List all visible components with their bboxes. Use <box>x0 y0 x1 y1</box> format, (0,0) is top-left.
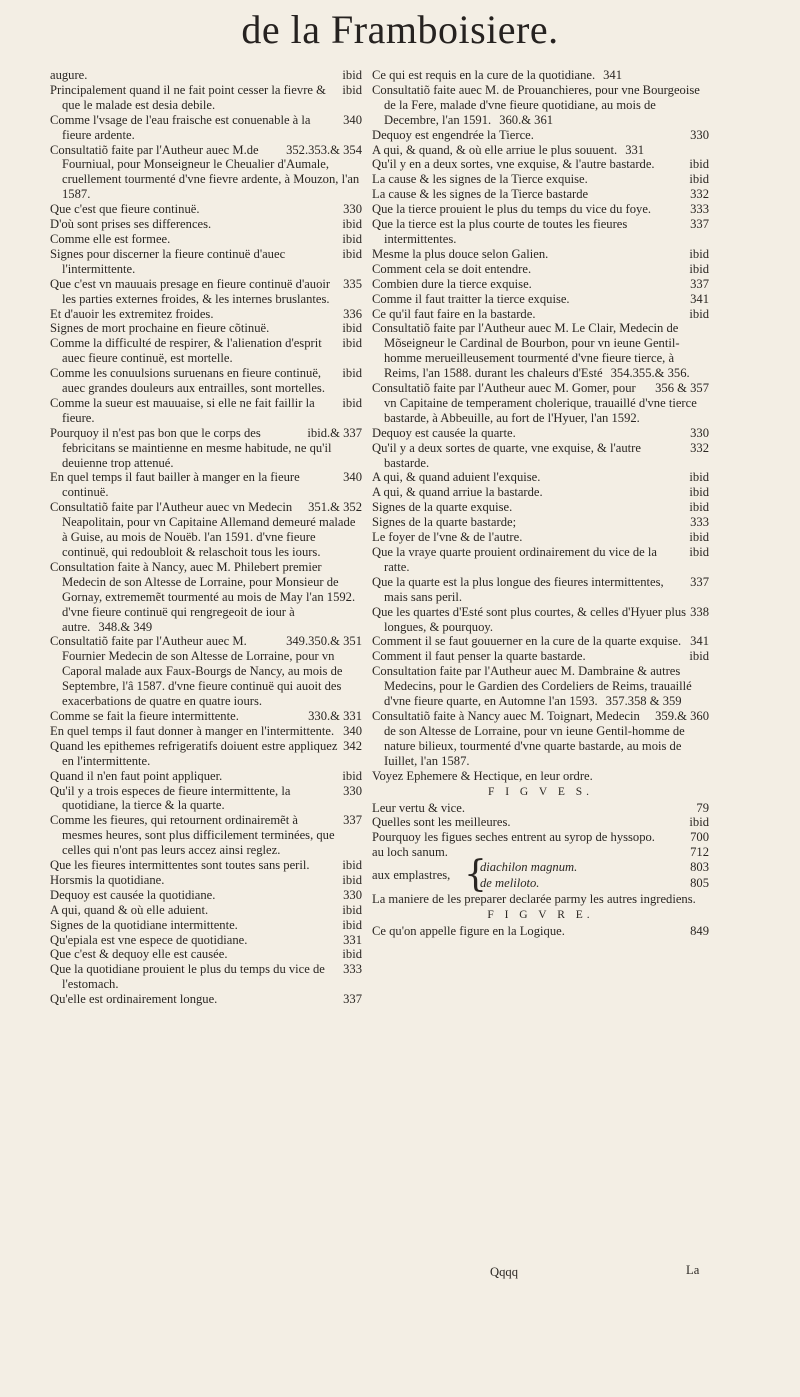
index-entry-page: ibid <box>342 917 362 932</box>
index-entry <box>50 992 362 1007</box>
index-entry <box>50 873 362 888</box>
index-entry-page: ibid <box>689 261 709 276</box>
index-entry-text: Comme la sueur est mauuaise, si elle ne fait faillir la fieure. <box>50 395 315 425</box>
index-entry-page: 331 <box>343 932 362 947</box>
index-entry <box>372 485 709 500</box>
index-entry-page: 337 <box>690 276 709 291</box>
index-entry <box>50 769 362 784</box>
index-entry-text: Qu'epiala est vne espece de quotidiane. <box>50 932 248 947</box>
index-entry-page: ibid <box>342 321 362 336</box>
index-entry-page: ibid.& 337 <box>307 425 362 440</box>
index-entry <box>50 83 362 113</box>
signature-mark: Qqqq <box>490 1265 518 1279</box>
index-entry-text: La cause & les signes de la Tierce bastarde <box>372 187 589 202</box>
index-entry-text: Comme les fieures, qui retournent ordinairemẽt à mesmes heures, sont plus difficilement terminées, que celles qui n'ont pas leurs accez ainsi reglez. <box>50 813 335 858</box>
index-entry-page: 335 <box>343 276 362 291</box>
index-entry <box>50 321 362 336</box>
index-entry-page: ibid <box>689 246 709 261</box>
figure-entries <box>372 924 709 939</box>
index-entry <box>372 575 709 605</box>
index-entry-text: Dequoy est causée la quarte. <box>372 425 516 440</box>
index-entry-page: ibid <box>342 858 362 873</box>
index-entry-text: Que la quotidiane prouient le plus du temps du vice de l'estomach. <box>50 962 325 992</box>
index-entry <box>50 634 362 709</box>
index-entry <box>50 709 362 724</box>
index-entry-page: 333 <box>690 515 709 530</box>
index-entry-text: Consultatiõ faite auec M. de Prouanchieres, pour vne Bourgeoise de la Fere, malade d'vne fieure quotidiane, au mois de Decembre, l'an 1591. <box>372 82 700 127</box>
index-entry <box>372 321 709 381</box>
index-entry-text: D'où sont prises ses differences. <box>50 217 212 232</box>
index-entry-page: ibid <box>342 231 362 246</box>
index-entry-text: Comme l'vsage de l'eau fraische est conuenable à la fieure ardente. <box>50 112 311 142</box>
index-entry-text: En quel temps il faut donner à manger en l'intermittente. <box>50 723 335 738</box>
index-entry <box>50 858 362 873</box>
index-entry-text: Que c'est que fieure continuë. <box>50 202 200 217</box>
index-entry-page: 348.& 349 <box>98 619 153 634</box>
index-entry-text: Horsmis la quotidiane. <box>50 872 165 887</box>
figues-tail-entries <box>372 892 709 907</box>
index-entry-text: Consultation faite par l'Autheur auec M. Dambraine & autres Medecins, pour le Gardien des Cordeliers de Reims, trauaillé d'vne fieure quarte, en Automne l'an 1593. <box>372 664 692 709</box>
index-entry-text: Signes de la quarte bastarde; <box>372 515 517 530</box>
index-entry-page: 337 <box>343 813 362 828</box>
index-entry-text: Signes pour discerner la fieure continuë d'auec l'intermittente. <box>50 246 286 276</box>
index-entry-text: Consultatiõ faite par l'Autheur auec M.de Fourniual, pour Monseigneur le Cheualier d'Aumale, cruellement tourmenté d'vne fievre ardente, à Mouzon, l'an 1587. <box>50 142 360 202</box>
index-entry-text: Que les fieures intermittentes sont toutes sans peril. <box>50 858 310 873</box>
index-entry-page: ibid <box>342 246 362 261</box>
index-entry <box>372 277 709 292</box>
index-entry <box>372 515 709 530</box>
index-entry-page: 359.& 360 <box>655 708 709 723</box>
index-entry <box>372 128 709 143</box>
brace-glyph: { <box>464 854 487 896</box>
index-entry <box>372 649 709 664</box>
index-entry-page: 332 <box>690 440 709 455</box>
index-entry-text: Consultation faite à Nancy, auec M. Philebert premier Medecin de son Altesse de Lorraine, pour Monsieur de Gornay, extrememẽt tourmenté au mois de May l'an 1592. d'vne fieure continuë qui rengregeoit de iour à autre. <box>50 559 356 634</box>
right-column <box>372 68 709 939</box>
index-entry-text: A qui, & quand, & où elle arriue le plus souuent. <box>372 142 618 157</box>
index-entry-page: 342 <box>343 738 362 753</box>
index-entry-page: ibid <box>342 82 362 97</box>
index-entry-text: En quel temps il faut bailler à manger en la fieure continuë. <box>50 470 300 500</box>
emplastres-brace-entry <box>372 854 709 896</box>
index-entry-page: 337 <box>343 992 362 1007</box>
index-entry-text: Qu'elle est ordinairement longue. <box>50 992 218 1007</box>
index-entry-text: Comme elle est formee. <box>50 231 171 246</box>
index-entry-page: ibid <box>342 68 362 82</box>
figues-entries <box>372 801 709 861</box>
index-entry-page: 340 <box>343 723 362 738</box>
index-entry-text: Consultatiõ faite par l'Autheur auec vn Medecin Neapolitain, pour vn Capitaine Allemand demeuré malade à Guise, au mois de Nouëb. l'an 1591. d'vne fieure continuë, qui redoubloit & relaschoit tous les iours. <box>50 500 356 559</box>
left-column <box>50 68 362 1007</box>
index-entry <box>50 277 362 307</box>
index-entry <box>372 426 709 441</box>
index-entry-text: Que la tierce est la plus courte de toutes les fieures intermittentes. <box>372 217 628 246</box>
index-entry-page: 349.350.& 351 <box>286 634 362 649</box>
index-entry-text: Qu'il y en a deux sortes, vne exquise, & l'autre bastarde. <box>372 157 655 172</box>
index-entry-text: Que c'est vn mauuais presage en fieure continuë d'auoir les parties externes froides, & les internes bruslantes. <box>50 276 331 306</box>
index-entry-text: Signes de la quotidiane intermittente. <box>50 917 238 932</box>
index-entry <box>50 232 362 247</box>
index-entry <box>372 83 709 128</box>
index-entry-text: La cause & les signes de la Tierce exquise. <box>372 172 588 187</box>
index-entry-page: 333 <box>343 962 362 977</box>
index-entry-page: 357.358 & 359 <box>605 694 682 709</box>
index-entry <box>372 815 709 830</box>
index-entry <box>50 113 362 143</box>
index-entry-text: Mesme la plus douce selon Galien. <box>372 246 549 261</box>
index-entry-text: Que la quarte est la plus longue des fieures intermittentes, mais sans peril. <box>372 574 664 604</box>
index-entry-page: ibid <box>342 336 362 351</box>
index-entry <box>50 784 362 814</box>
index-entry <box>50 396 362 426</box>
index-entry <box>372 381 709 426</box>
index-entry-text: Voyez Ephemere & Hectique, en leur ordre. <box>372 768 593 783</box>
index-entry <box>50 247 362 277</box>
index-entry-text: Quelles sont les meilleures. <box>372 815 511 830</box>
index-entry-text: Comme la difficulté de respirer, & l'alienation d'esprit auec fieure continuë, est mortelle. <box>50 336 322 366</box>
index-entry <box>50 307 362 322</box>
index-entry-text: Que c'est & dequoy elle est causée. <box>50 947 228 962</box>
index-entry <box>372 143 709 158</box>
index-entry-page: ibid <box>342 902 362 917</box>
index-entry-page: ibid <box>689 815 709 830</box>
index-entry <box>372 172 709 187</box>
emplastres-page-2: 805 <box>690 876 709 891</box>
index-entry-page: ibid <box>689 649 709 664</box>
index-entry-text: Leur vertu & vice. <box>372 800 466 815</box>
index-entry-page: 332 <box>690 187 709 202</box>
index-entry <box>372 664 709 709</box>
index-entry-text: A qui, & quand arriue la bastarde. <box>372 485 543 500</box>
index-entry <box>50 918 362 933</box>
index-entry <box>50 366 362 396</box>
index-entry-page: ibid <box>342 768 362 783</box>
index-entry-page: 337 <box>690 574 709 589</box>
index-entry <box>372 262 709 277</box>
index-entry-page: ibid <box>342 872 362 887</box>
index-entry <box>372 801 709 816</box>
index-entry-page: 352.353.& 354 <box>286 142 362 157</box>
index-entry <box>372 441 709 471</box>
emplastres-item-2: de meliloto. <box>480 876 540 891</box>
index-entry <box>372 247 709 262</box>
index-entry-text: Comment cela se doit entendre. <box>372 261 532 276</box>
index-entry <box>372 924 709 939</box>
index-entry-page: ibid <box>689 485 709 500</box>
index-entry <box>50 560 362 635</box>
index-entry-text: Comme les conuulsions suruenans en fieure continuë, auec grandes douleurs aux entrailles, sont mortelles. <box>50 366 325 396</box>
index-entry <box>50 143 362 203</box>
index-entry-text: Consultatiõ faite à Nancy auec M. Toignart, Medecin de son Altesse de Lorraine, pour vn ieune Gentil-homme de nature bilieux, tourmenté d'vne quarte bastarde, au mois de Iuillet, l'an 1587. <box>372 708 685 768</box>
index-entry-text: Comme il faut traitter la tierce exquise. <box>372 291 570 306</box>
index-entry <box>50 336 362 366</box>
index-entry-text: A qui, & quand aduient l'exquise. <box>372 470 541 485</box>
index-entry <box>372 187 709 202</box>
index-entry-text: Signes de mort prochaine en fieure cõtinuë. <box>50 321 270 336</box>
index-entry <box>372 500 709 515</box>
index-entry-text: Le foyer de l'vne & de l'autre. <box>372 530 523 545</box>
index-entry-text: Que la vraye quarte prouient ordinairement du vice de la ratte. <box>372 545 657 574</box>
index-entry <box>50 947 362 962</box>
index-entry-page: 712 <box>690 845 709 860</box>
index-entry-page: 341 <box>690 291 709 306</box>
index-entry-page: ibid <box>689 306 709 321</box>
index-entry-text: Pourquoy il n'est pas bon que le corps des febricitans se maintienne en mesme habitude, ne qu'il deuienne trop attenué. <box>50 425 332 470</box>
index-entry-page: 340 <box>343 470 362 485</box>
index-entry-text: Quand les epithemes refrigeratifs doiuent estre appliquez en l'intermittente. <box>50 738 338 768</box>
index-entry-page: ibid <box>689 530 709 545</box>
index-entry <box>50 500 362 560</box>
index-entry-page: 341 <box>690 634 709 649</box>
index-entry-page: 330.& 331 <box>308 708 362 723</box>
index-entry <box>372 545 709 575</box>
index-entry-page: 337 <box>690 217 709 232</box>
index-entry-text: Pourquoy les figues seches entrent au syrop de hyssopo. <box>372 830 655 845</box>
emplastres-label: aux emplastres, <box>372 868 451 883</box>
right-column-entries <box>372 68 709 784</box>
index-entry-text: augure. <box>50 68 88 82</box>
index-entry <box>50 470 362 500</box>
index-entry <box>372 892 709 907</box>
index-entry <box>50 888 362 903</box>
index-entry <box>372 470 709 485</box>
index-entry <box>372 307 709 322</box>
index-entry-page: 700 <box>690 830 709 845</box>
index-entry <box>372 845 709 860</box>
index-entry <box>50 202 362 217</box>
index-entry <box>372 709 709 769</box>
index-entry-page: 351.& 352 <box>308 500 362 515</box>
index-entry-text: Consultatiõ faite par l'Autheur auec M. Fournier Medecin de son Altesse de Lorraine, pour vn Caporal malade aux Faux-Bourgs de Nancy, au mois de Septembre, l'â 1587. d'vne fieure continuë qui auoit des exacerbations de quatre en quatre iours. <box>50 634 343 709</box>
index-entry <box>372 634 709 649</box>
index-entry-text: Et d'auoir les extremitez froides. <box>50 306 214 321</box>
index-entry <box>372 605 709 635</box>
index-entry <box>372 202 709 217</box>
emplastres-item-1: diachilon magnum. <box>480 860 578 875</box>
index-entry-text: Comment il se faut gouuerner en la cure de la quarte exquise. <box>372 634 682 649</box>
index-entry-page: 341 <box>603 68 623 82</box>
index-entry-page: ibid <box>342 947 362 962</box>
index-entry-text: Quand il n'en faut point appliquer. <box>50 768 223 783</box>
index-entry-text: Dequoy est causée la quotidiane. <box>50 887 216 902</box>
index-entry <box>372 830 709 845</box>
index-entry <box>50 724 362 739</box>
figues-heading: F I G V E S. <box>487 785 594 798</box>
index-entry-text: Que la tierce prouient le plus du temps du vice du foye. <box>372 202 652 217</box>
index-entry-page: 336 <box>343 306 362 321</box>
index-entry-text: Comme se fait la fieure intermittente. <box>50 708 239 723</box>
index-entry-text: Qu'il y a deux sortes de quarte, vne exquise, & l'autre bastarde. <box>372 440 641 470</box>
index-entry-text: Consultatiõ faite par l'Autheur auec M. Gomer, pour vn Capitaine de temperament cholerique, trauaillé d'vne tierce bastarde, à Abbeuille, au fort de l'Hyuer, l'an 1592. <box>372 381 697 425</box>
index-entry-text: Consultatiõ faite par l'Autheur auec M. Le Clair, Medecin de Mõseigneur le Cardinal de Bourbon, pour vn ieune Gentil-homme merueilleusement tourmenté d'vne fieure tierce, à Reims, l'an 1588. durant les chaleurs d'Esté <box>372 321 680 381</box>
index-entry <box>372 769 709 784</box>
index-entry-page: 356 & 357 <box>655 381 709 396</box>
index-entry-text: Comment il faut penser la quarte bastarde. <box>372 649 586 664</box>
index-entry-page: 330 <box>343 887 362 902</box>
index-entry-page: 338 <box>690 604 709 619</box>
index-entry <box>50 739 362 769</box>
index-entry-page: 330 <box>690 127 709 142</box>
index-entry <box>372 217 709 247</box>
index-entry-text: A qui, quand & où elle aduient. <box>50 902 209 917</box>
index-entry-text: au loch sanum. <box>372 845 448 860</box>
index-entry <box>50 903 362 918</box>
index-entry-text: Ce qui est requis en la cure de la quotidiane. <box>372 68 596 82</box>
index-entry-page: 849 <box>690 924 709 939</box>
index-entry-text: Dequoy est engendrée la Tierce. <box>372 127 534 142</box>
index-entry-page: 333 <box>690 202 709 217</box>
running-head: de la Framboisiere. <box>241 7 559 52</box>
figure-heading: F I G V R E. <box>487 909 594 922</box>
index-entry-page: ibid <box>689 172 709 187</box>
index-entry-text: Que les quartes d'Esté sont plus courtes, & celles d'Hyuer plus longues, & pourquoy. <box>372 604 687 634</box>
index-entry <box>372 530 709 545</box>
index-entry-page: 331 <box>625 142 645 157</box>
index-entry <box>50 933 362 948</box>
index-entry-page: ibid <box>689 500 709 515</box>
index-entry <box>50 962 362 992</box>
index-entry-page: ibid <box>342 217 362 232</box>
index-entry-page: 330 <box>343 202 362 217</box>
index-entry-page: ibid <box>342 366 362 381</box>
index-entry-text: La maniere de les preparer declarée parmy les autres ingrediens. <box>372 892 696 907</box>
index-entry <box>50 68 362 83</box>
index-entry-page: ibid <box>689 157 709 172</box>
index-entry-page: ibid <box>689 545 709 559</box>
index-entry-page: 354.355.& 356. <box>610 366 690 381</box>
index-entry-page: 340 <box>343 112 362 127</box>
index-entry-page: ibid <box>342 395 362 410</box>
index-entry-page: ibid <box>689 470 709 485</box>
index-entry-text: Combien dure la tierce exquise. <box>372 276 532 291</box>
index-entry-page: 360.& 361 <box>499 112 554 127</box>
index-entry-text: Principalement quand il ne fait point cesser la fievre & que le malade est desia debile. <box>50 82 326 112</box>
index-entry-page: 79 <box>696 800 709 815</box>
index-entry-text: Signes de la quarte exquise. <box>372 500 513 515</box>
index-entry <box>50 217 362 232</box>
index-entry-text: Ce qu'on appelle figure en la Logique. <box>372 924 565 939</box>
index-entry-page: 330 <box>690 425 709 440</box>
emplastres-page-1: 803 <box>690 860 709 875</box>
index-entry <box>372 68 709 83</box>
index-entry <box>372 157 709 172</box>
catchword: La <box>686 1263 700 1277</box>
index-entry-page: 330 <box>343 783 362 798</box>
index-entry <box>50 813 362 858</box>
index-entry <box>372 292 709 307</box>
index-entry-text: Ce qu'il faut faire en la bastarde. <box>372 306 536 321</box>
index-entry-text: Qu'il y a trois especes de fieure intermittente, la quotidiane, la tierce & la quarte. <box>50 783 291 813</box>
index-entry <box>50 426 362 471</box>
